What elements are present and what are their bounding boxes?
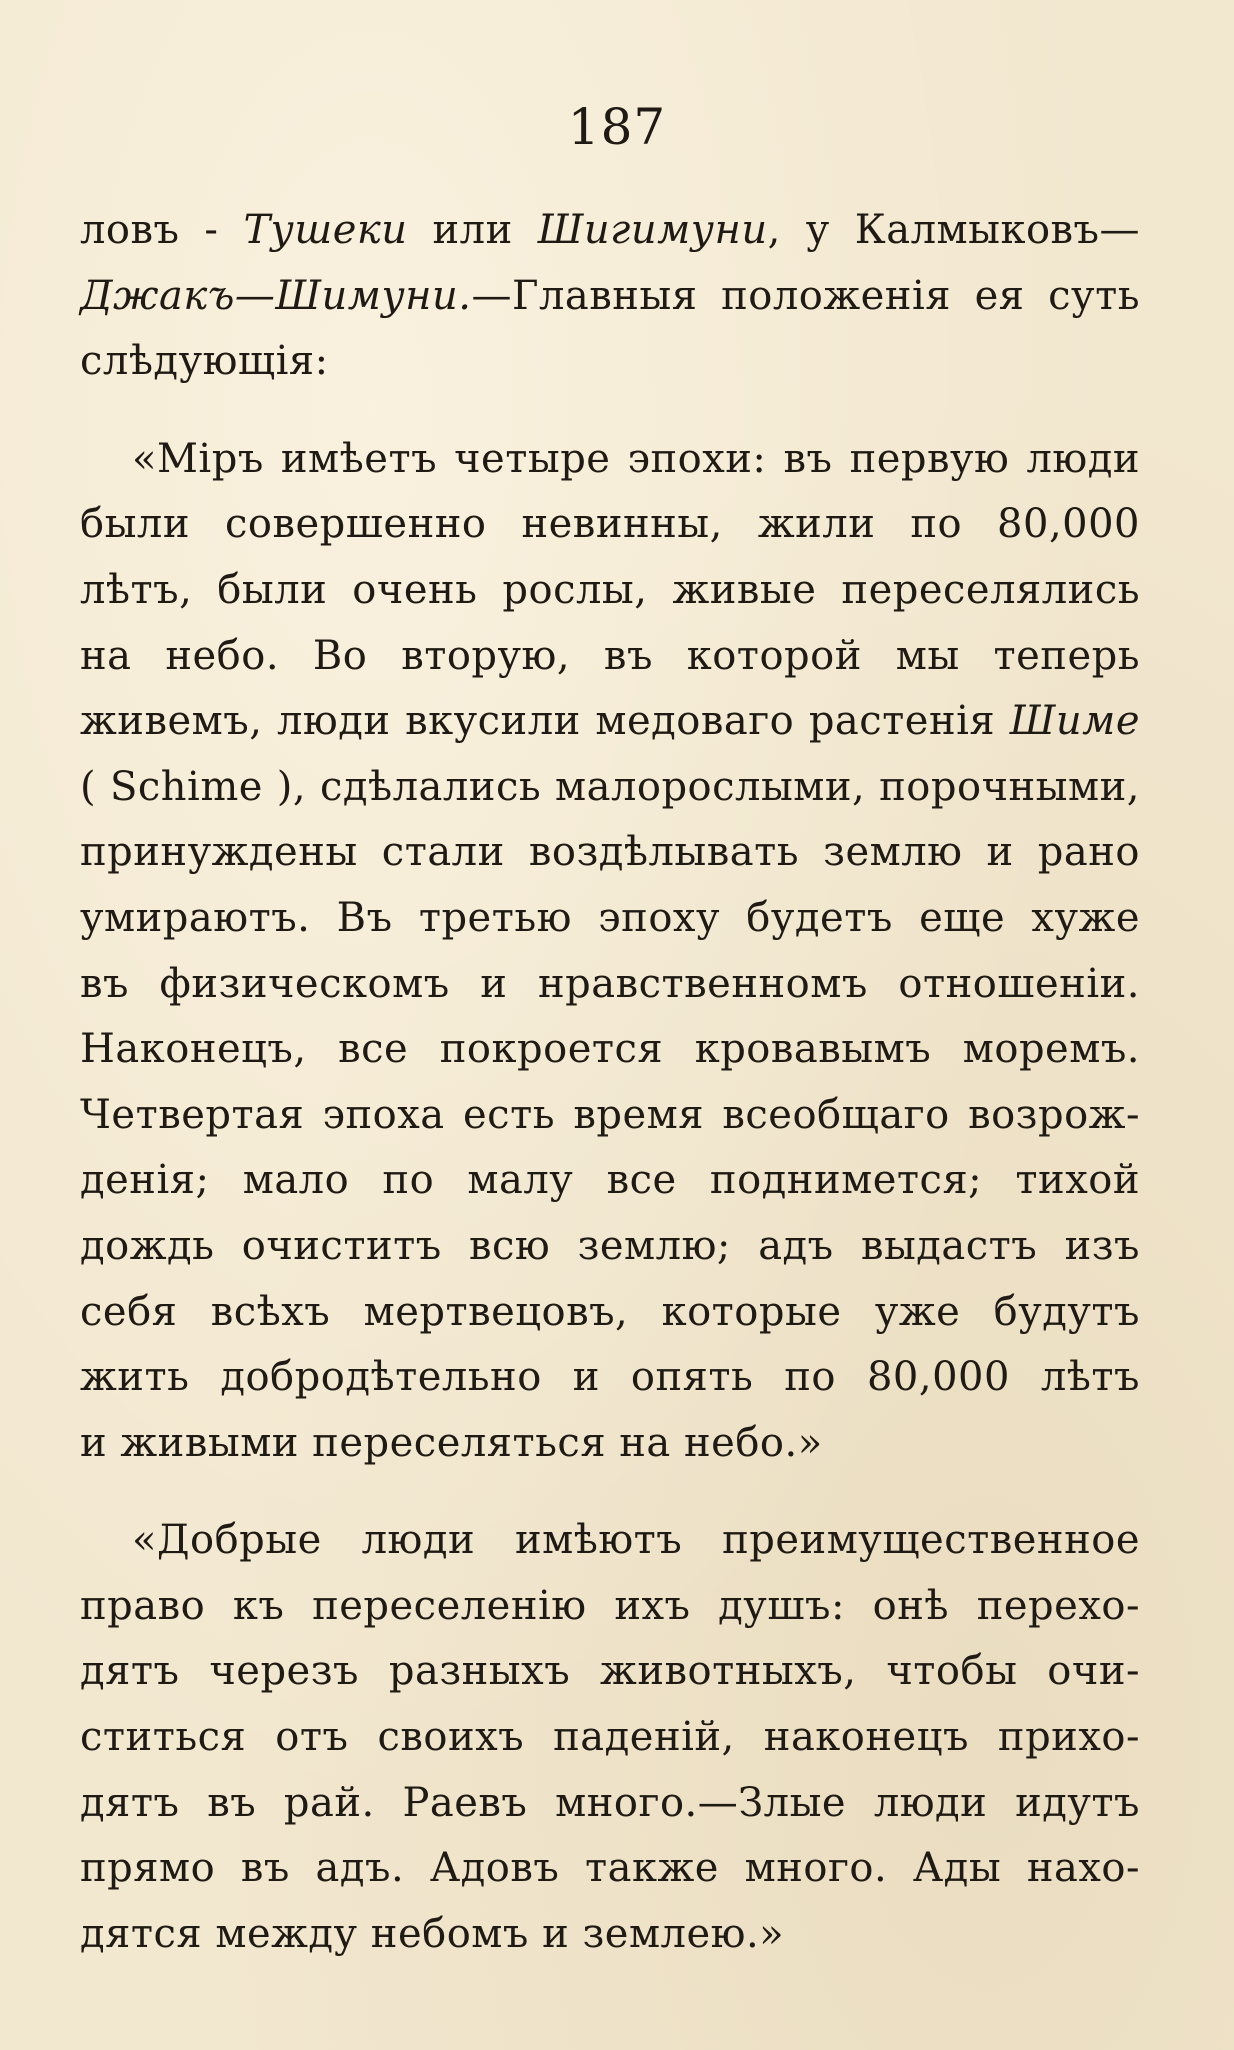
text-line: жить добродѣтельно и опять по 80,000 лѣтъ xyxy=(80,1354,1140,1401)
text-line: на небо. Во вторую, въ которой мы теперь xyxy=(80,632,1140,679)
body-text xyxy=(80,198,1140,1967)
text-line: лѣтъ, были очень рослы, живые переселялись xyxy=(80,566,1140,613)
paragraph-gap xyxy=(80,1476,1140,1508)
text-line: въ физическомъ и нравственномъ отношеніи. xyxy=(80,960,1140,1007)
text-line: право къ переселенію ихъ душъ: онѣ перехо- xyxy=(80,1582,1140,1629)
text-line: и живыми переселяться на небо.» xyxy=(80,1419,823,1466)
text-line: прямо въ адъ. Адовъ также много. Ады нахо- xyxy=(80,1845,1140,1892)
text-line: «Добрые люди имѣютъ преимущественное xyxy=(132,1517,1140,1564)
text-line: ( Schime ), сдѣлались малорослыми, порочными, xyxy=(80,763,1140,810)
text-line: себя всѣхъ мертвецовъ, которые уже будутъ xyxy=(80,1288,1140,1335)
text-line: «Міръ имѣетъ четыре эпохи: въ первую люди xyxy=(132,435,1140,482)
text-line: дятъ черезъ разныхъ животныхъ, чтобы очи- xyxy=(80,1648,1140,1695)
paragraph xyxy=(80,427,1140,1477)
text-line: ститься отъ своихъ паденій, наконецъ прихо- xyxy=(80,1714,1140,1761)
text-line: умираютъ. Въ третью эпоху будетъ еще хуже xyxy=(80,894,1140,941)
text-line: Джакъ—Шимуни.—Главныя положенія ея суть xyxy=(80,272,1140,319)
text-line: дятъ въ рай. Раевъ много.—Злые люди идутъ xyxy=(80,1779,1140,1826)
page-number: 187 xyxy=(567,98,667,156)
text-line: были совершенно невинны, жили по 80,000 xyxy=(80,501,1140,548)
text-line: денія; мало по малу все поднимется; тихой xyxy=(80,1157,1140,1204)
text-line: дождь очиститъ всю землю; адъ выдастъ изъ xyxy=(80,1222,1140,1269)
text-line: Четвертая эпоха есть время всеобщаго возрож- xyxy=(80,1091,1140,1138)
paragraph xyxy=(80,1508,1140,1967)
text-line: Наконецъ, все покроется кровавымъ моремъ. xyxy=(80,1026,1140,1073)
paragraph xyxy=(80,198,1140,395)
text-line: слѣдующія: xyxy=(80,338,329,385)
text-line: живемъ, люди вкусили медоваго растенія Шиме xyxy=(80,698,1140,745)
text-line: ловъ - Тушеки или Шигимуни, у Калмыковъ— xyxy=(80,207,1140,253)
paragraph-gap xyxy=(80,395,1140,427)
text-line: принуждены стали воздѣлывать землю и рано xyxy=(80,829,1140,876)
text-line: дятся между небомъ и землею.» xyxy=(80,1910,785,1957)
